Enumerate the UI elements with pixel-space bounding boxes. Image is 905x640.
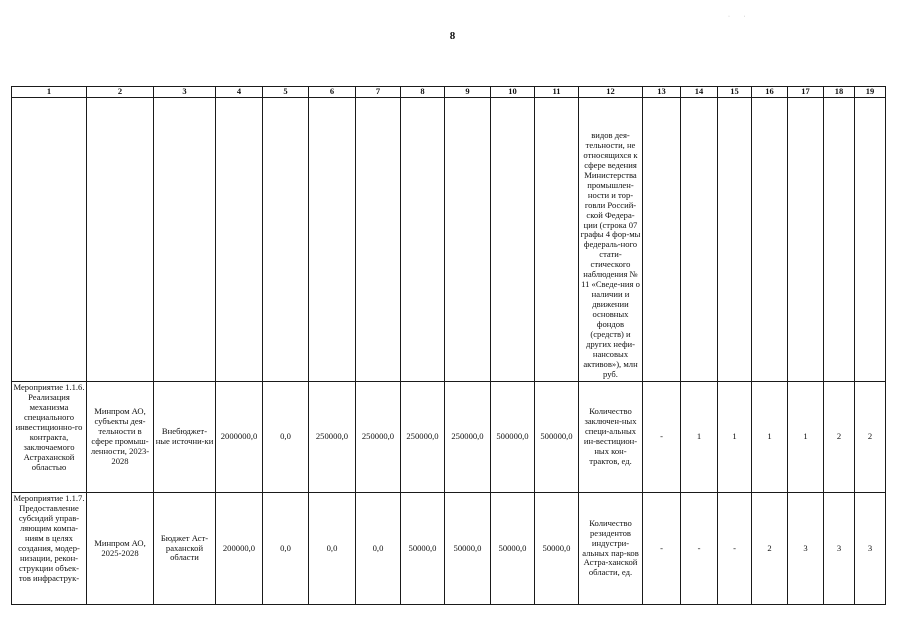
target-cell: 2 bbox=[752, 493, 788, 605]
amount-cell: 50000,0 bbox=[401, 493, 445, 605]
column-number: 3 bbox=[154, 87, 216, 98]
table-cell bbox=[309, 98, 356, 382]
amount-cell: 250000,0 bbox=[356, 382, 401, 493]
amount-cell: 250000,0 bbox=[401, 382, 445, 493]
table-cell bbox=[681, 98, 718, 382]
indicator-continuation-cell: видов дея-тельности, не относящихся к сфере ведения Министерства промышлен-ности и тор-говли Россий-ской Федера-ции (строка 07 графы 4 фор-мы федераль-ного стати-стического наблюдения № 11 «Сведе-ния о наличии и движении основных фондов (средств) и других нефи-нансовых активов»), млн руб. bbox=[579, 98, 643, 382]
column-number: 16 bbox=[752, 87, 788, 98]
target-cell: - bbox=[643, 493, 681, 605]
amount-cell: 50000,0 bbox=[445, 493, 491, 605]
amount-cell: 50000,0 bbox=[491, 493, 535, 605]
column-number: 9 bbox=[445, 87, 491, 98]
table-cell bbox=[445, 98, 491, 382]
target-cell: 1 bbox=[788, 382, 824, 493]
amount-cell: 250000,0 bbox=[309, 382, 356, 493]
table-cell bbox=[752, 98, 788, 382]
column-number: 12 bbox=[579, 87, 643, 98]
column-number: 5 bbox=[263, 87, 309, 98]
executor-cell: Минпром АО, субъекты дея-тельности в сфере промыш-ленности, 2023-2028 bbox=[87, 382, 154, 493]
executor-cell: Минпром АО, 2025-2028 bbox=[87, 493, 154, 605]
column-number: 19 bbox=[855, 87, 886, 98]
page-number: 8 bbox=[449, 30, 456, 42]
indicator-cell: Количество заключен-ных специ-альных ин-вестицион-ных кон-трактов, ед. bbox=[579, 382, 643, 493]
program-activities-table bbox=[11, 86, 886, 605]
column-number: 10 bbox=[491, 87, 535, 98]
amount-cell: 0,0 bbox=[309, 493, 356, 605]
column-number: 13 bbox=[643, 87, 681, 98]
amount-cell: 0,0 bbox=[263, 493, 309, 605]
continuation-row bbox=[12, 98, 886, 382]
activity-name: Мероприятие 1.1.7. Предоставление субсидий управ-ляющим компа-ниям в целях создания, модер-низации, рекон-струкции объек-тов инфраструк- bbox=[12, 493, 87, 605]
target-cell: 1 bbox=[681, 382, 718, 493]
target-cell: 3 bbox=[788, 493, 824, 605]
table-cell bbox=[87, 98, 154, 382]
table-cell bbox=[356, 98, 401, 382]
amount-cell: 200000,0 bbox=[216, 493, 263, 605]
column-number: 7 bbox=[356, 87, 401, 98]
table-cell bbox=[491, 98, 535, 382]
column-number: 14 bbox=[681, 87, 718, 98]
table-cell bbox=[263, 98, 309, 382]
column-number: 1 bbox=[12, 87, 87, 98]
table-cell bbox=[216, 98, 263, 382]
target-cell: 3 bbox=[855, 493, 886, 605]
target-cell: 3 bbox=[824, 493, 855, 605]
table-cell bbox=[643, 98, 681, 382]
funding-source-cell: Бюджет Аст-раханской области bbox=[154, 493, 216, 605]
target-cell: 1 bbox=[752, 382, 788, 493]
amount-cell: 0,0 bbox=[356, 493, 401, 605]
amount-cell: 500000,0 bbox=[535, 382, 579, 493]
column-number: 4 bbox=[216, 87, 263, 98]
amount-cell: 250000,0 bbox=[445, 382, 491, 493]
table-cell bbox=[824, 98, 855, 382]
target-cell: 2 bbox=[824, 382, 855, 493]
scan-artifact: · · bbox=[728, 14, 752, 20]
column-number: 8 bbox=[401, 87, 445, 98]
table-cell bbox=[154, 98, 216, 382]
funding-source-cell: Внебюджет-ные источни-ки bbox=[154, 382, 216, 493]
table-cell bbox=[12, 98, 87, 382]
column-number: 2 bbox=[87, 87, 154, 98]
indicator-cell: Количество резидентов индустри-альных пар-ков Астра-ханской области, ед. bbox=[579, 493, 643, 605]
table-cell bbox=[788, 98, 824, 382]
target-cell: 1 bbox=[718, 382, 752, 493]
column-number: 15 bbox=[718, 87, 752, 98]
target-cell: - bbox=[681, 493, 718, 605]
column-number-row bbox=[12, 87, 886, 98]
table-row bbox=[12, 382, 886, 493]
table-row bbox=[12, 493, 886, 605]
amount-cell: 2000000,0 bbox=[216, 382, 263, 493]
amount-cell: 0,0 bbox=[263, 382, 309, 493]
column-number: 18 bbox=[824, 87, 855, 98]
target-cell: - bbox=[643, 382, 681, 493]
target-cell: - bbox=[718, 493, 752, 605]
column-number: 17 bbox=[788, 87, 824, 98]
activity-name: Мероприятие 1.1.6. Реализация механизма специального инвестиционно-го контракта, заключаемого Астраханской областью bbox=[12, 382, 87, 493]
amount-cell: 50000,0 bbox=[535, 493, 579, 605]
table-cell bbox=[535, 98, 579, 382]
amount-cell: 500000,0 bbox=[491, 382, 535, 493]
column-number: 11 bbox=[535, 87, 579, 98]
table-cell bbox=[855, 98, 886, 382]
target-cell: 2 bbox=[855, 382, 886, 493]
column-number: 6 bbox=[309, 87, 356, 98]
table-cell bbox=[718, 98, 752, 382]
table-cell bbox=[401, 98, 445, 382]
